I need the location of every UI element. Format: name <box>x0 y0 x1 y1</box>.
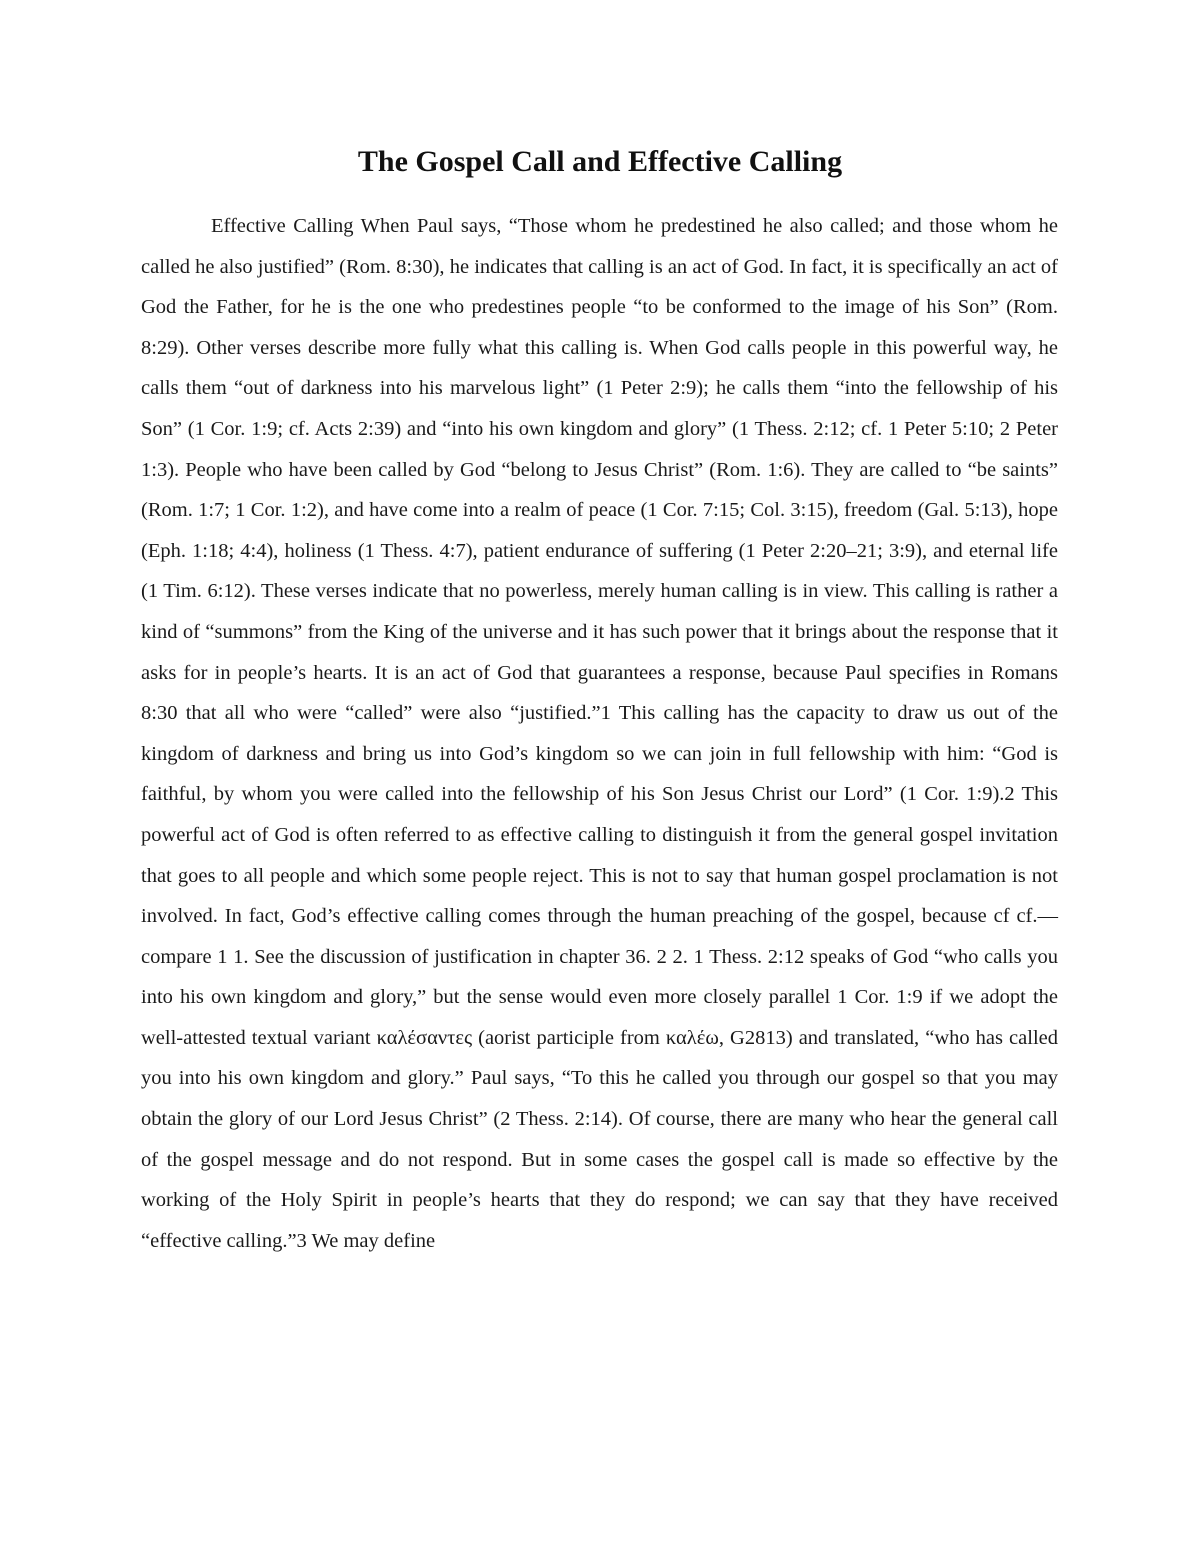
body-paragraph: Effective Calling When Paul says, “Those whom he predestined he also called; and those whom he called he also justified” (Rom. 8:30), he indicates that calling is an act of God. In fact, it is specifically an act of God the Father, for he is the one who predestines people “to be conformed to the image of his Son” (Rom. 8:29). Other verses describe more fully what this calling is. When God calls people in this powerful way, he calls them “out of darkness into his marvelous light” (1 Peter 2:9); he calls them “into the fellowship of his Son” (1 Cor. 1:9; cf. Acts 2:39) and “into his own kingdom and glory” (1 Thess. 2:12; cf. 1 Peter 5:10; 2 Peter 1:3). People who have been called by God “belong to Jesus Christ” (Rom. 1:6). They are called to “be saints” (Rom. 1:7; 1 Cor. 1:2), and have come into a realm of peace (1 Cor. 7:15; Col. 3:15), freedom (Gal. 5:13), hope (Eph. 1:18; 4:4), holiness (1 Thess. 4:7), patient endurance of suffering (1 Peter 2:20–21; 3:9), and eternal life (1 Tim. 6:12). These verses indicate that no powerless, merely human calling is in view. This calling is rather a kind of “summons” from the King of the universe and it has such power that it brings about the response that it asks for in people’s hearts. It is an act of God that guarantees a response, because Paul specifies in Romans 8:30 that all who were “called” were also “justified.”1 This calling has the capacity to draw us out of the kingdom of darkness and bring us into God’s kingdom so we can join in full fellowship with him: “God is faithful, by whom you were called into the fellowship of his Son Jesus Christ our Lord” (1 Cor. 1:9).2 This powerful act of God is often referred to as effective calling to distinguish it from the general gospel invitation that goes to all people and which some people reject. This is not to say that human gospel proclamation is not involved. In fact, God’s effective calling comes through the human preaching of the gospel, because cf cf.—compare 1 1. See the discussion of justification in chapter 36. 2 2. 1 Thess. 2:12 speaks of God “who calls you into his own kingdom and glory,” but the sense would even more closely parallel 1 Cor. 1:9 if we adopt the well-attested textual variant καλέσαντες (aorist participle from καλέω, G2813) and translated, “who has called you into his own kingdom and glory.” Paul says, “To this he called you through our gospel so that you may obtain the glory of our Lord Jesus Christ” (2 Thess. 2:14). Of course, there are many who hear the general call of the gospel message and do not respond. But in some cases the gospel call is made so effective by the working of the Holy Spirit in people’s hearts that they do respond; we can say that they have received “effective calling.”3 We may define <box>141 215 1058 1252</box>
page-title: The Gospel Call and Effective Calling <box>357 145 843 178</box>
